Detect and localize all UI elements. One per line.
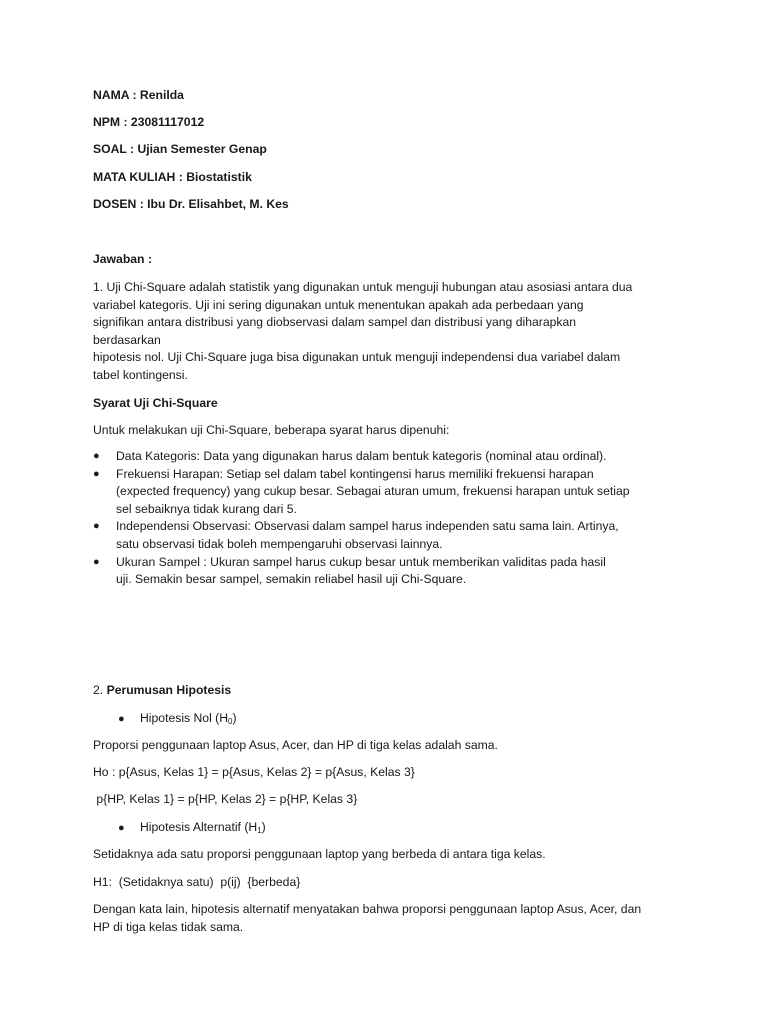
q1-line: tabel kontingensi. — [93, 367, 188, 382]
conclusion-line: HP di tiga kelas tidak sama. — [93, 919, 244, 934]
student-npm: NPM : 23081117012 — [93, 115, 205, 129]
h0-equation-2: p{HP, Kelas 1} = p{HP, Kelas 2} = p{HP, Kelas 3} — [93, 792, 358, 806]
h0-item — [118, 710, 237, 731]
h0-close: ) — [232, 711, 237, 725]
h1-equation: H1: (Setidaknya satu) p(ij) {berbeda} — [93, 875, 301, 889]
answer-label: Jawaban : — [93, 252, 152, 266]
bullet-icon: ● — [118, 822, 125, 834]
list-item-line: sel sebaiknya tidak kurang dari 5. — [116, 501, 297, 516]
q1-line: berdasarkan — [93, 332, 161, 347]
q1-line: 1. Uji Chi-Square adalah statistik yang digunakan untuk menguji hubungan atau asosiasi antara dua — [93, 280, 633, 294]
q1-line: hipotesis nol. Uji Chi-Square juga bisa digunakan untuk menguji independensi dua variabel dalam — [93, 350, 621, 365]
list-item — [93, 448, 683, 466]
h1-subscript: 1 — [257, 826, 262, 835]
syarat-list — [93, 448, 683, 589]
h0-description: Proporsi penggunaan laptop Asus, Acer, dan HP di tiga kelas adalah sama. — [93, 738, 498, 752]
syarat-heading: Syarat Uji Chi-Square — [93, 396, 218, 410]
bullet-icon: ● — [93, 450, 100, 462]
list-item — [93, 518, 683, 553]
q2-heading — [93, 682, 231, 700]
lecturer-name: DOSEN : Ibu Dr. Elisahbet, M. Kes — [93, 197, 289, 211]
list-item-line: Independensi Observasi: Observasi dalam sampel harus independen satu sama lain. Artinya, — [116, 519, 619, 534]
bullet-icon: ● — [93, 520, 100, 533]
conclusion-paragraph — [93, 901, 683, 936]
h0-label: Hipotesis Nol (H — [140, 711, 229, 725]
student-name: NAMA : Renilda — [93, 88, 184, 102]
bullet-icon: ● — [93, 467, 100, 480]
list-item-line: uji. Semakin besar sampel, semakin reliabel hasil uji Chi-Square. — [116, 572, 467, 587]
list-item-line: (expected frequency) yang cukup besar. Sebagai aturan umum, frekuensi harapan untuk setiap — [116, 484, 630, 499]
exam-title: SOAL : Ujian Semester Genap — [93, 142, 267, 156]
syarat-intro: Untuk melakukan uji Chi-Square, beberapa syarat harus dipenuhi: — [93, 423, 450, 437]
q2-title: Perumusan Hipotesis — [106, 683, 232, 697]
q1-line: signifikan antara distribusi yang diobservasi dalam sampel dan distribusi yang diharapkan — [93, 315, 577, 330]
h1-description: Setidaknya ada satu proporsi penggunaan laptop yang berbeda di antara tiga kelas. — [93, 847, 546, 861]
h0-equation-1: Ho : p{Asus, Kelas 1} = p{Asus, Kelas 2} = p{Asus, Kelas 3} — [93, 765, 415, 779]
list-item — [93, 466, 683, 519]
list-item — [93, 554, 683, 589]
h1-label: Hipotesis Alternatif (H — [140, 820, 258, 834]
q1-line: variabel kategoris. Uji ini sering digunakan untuk menentukan apakah ada perbedaan yang — [93, 297, 584, 312]
h1-close: ) — [261, 820, 266, 834]
course-name: MATA KULIAH : Biostatistik — [93, 170, 252, 184]
q2-number: 2. — [93, 683, 107, 697]
list-item-line: Frekuensi Harapan: Setiap sel dalam tabel kontingensi harus memiliki frekuensi harapan — [116, 466, 594, 481]
list-item-line: Data Kategoris: Data yang digunakan harus dalam bentuk kategoris (nominal atau ordinal). — [116, 449, 607, 463]
conclusion-line: Dengan kata lain, hipotesis alternatif menyatakan bahwa proporsi penggunaan laptop Asus, Acer, dan — [93, 902, 642, 916]
list-item-line: Ukuran Sampel : Ukuran sampel harus cukup besar untuk memberikan validitas pada hasil — [116, 554, 606, 569]
bullet-icon: ● — [118, 713, 125, 725]
list-item-line: satu observasi tidak boleh mempengaruhi observasi lainnya. — [116, 536, 443, 551]
h1-item — [118, 819, 266, 840]
q1-paragraph — [93, 279, 683, 385]
bullet-icon: ● — [93, 555, 100, 568]
h0-subscript: 0 — [228, 717, 233, 726]
